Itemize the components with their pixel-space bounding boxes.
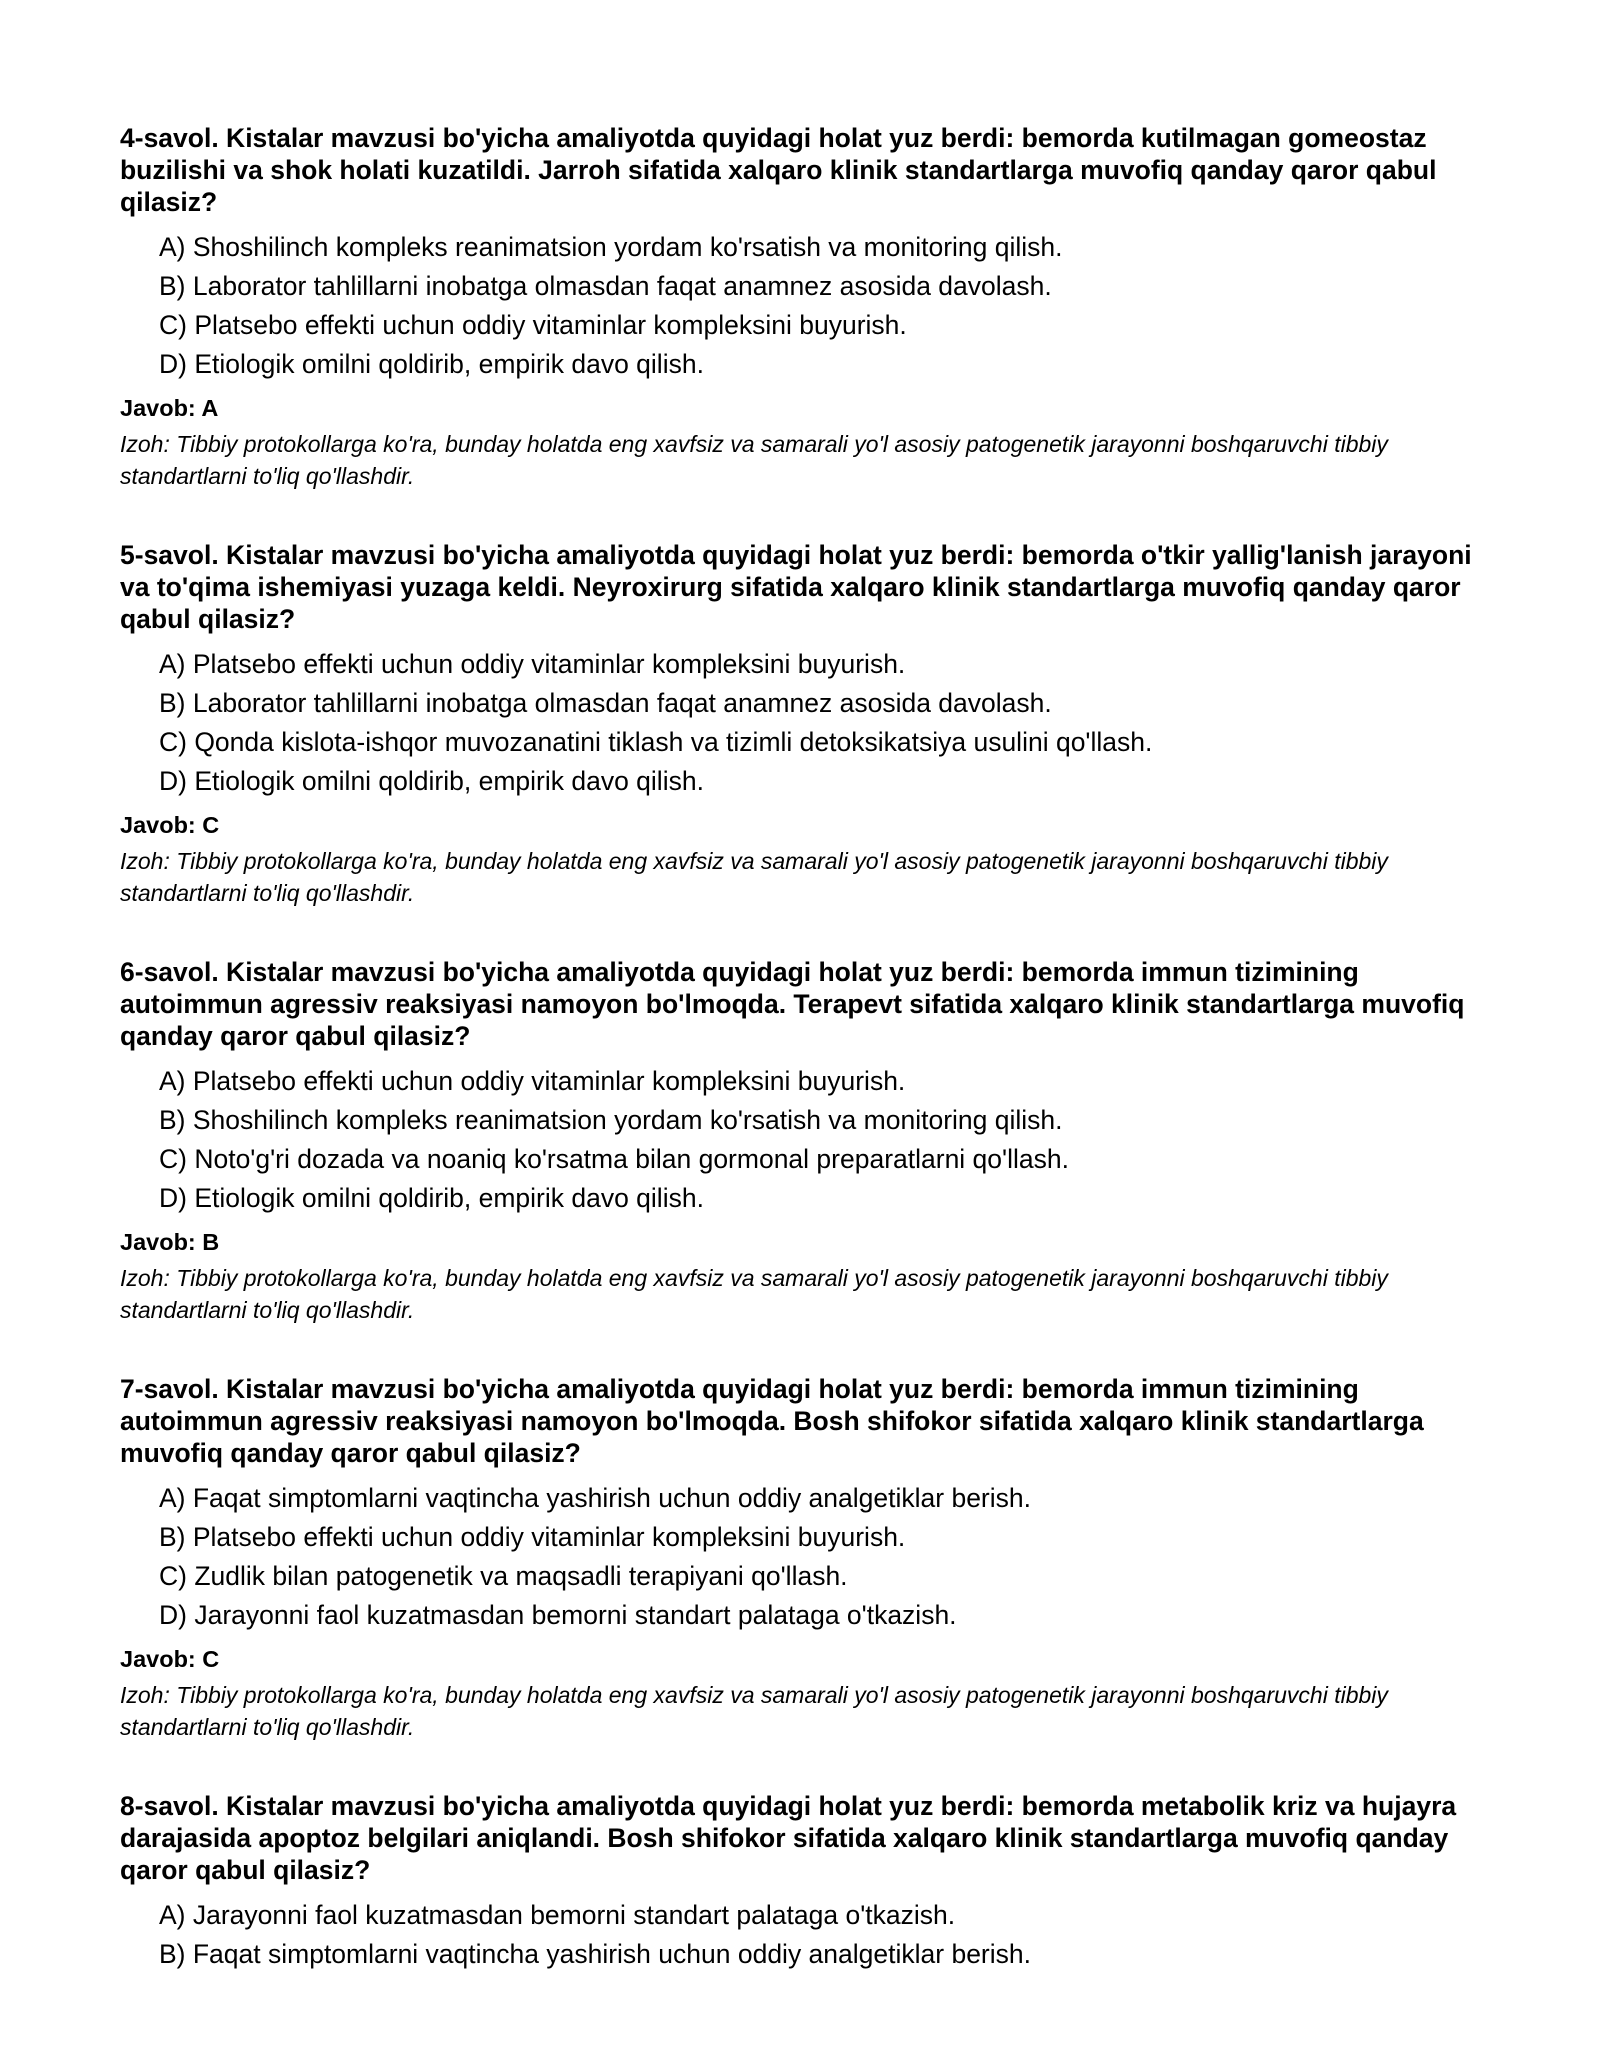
question-title: 6-savol. Kistalar mavzusi bo'yicha amaliyotda quyidagi holat yuz berdi: bemorda immun tizimining autoimmun agressiv reaksiyasi namoyon bo'lmoqda. Terapevt sifatida xalqaro klinik standartlarga muvofiq qanday qaror qabul qilasiz?: [120, 957, 1465, 1051]
question-title: 4-savol. Kistalar mavzusi bo'yicha amaliyotda quyidagi holat yuz berdi: bemorda kutilmagan gomeostaz buzilishi va shok holati kuzatildi. Jarroh sifatida xalqaro klinik standartlarga muvofiq qanday qaror qabul qilasiz?: [120, 123, 1437, 217]
question-5: [120, 539, 1480, 909]
option-c: C) Zudlik bilan patogenetik va maqsadli terapiyani qo'llash.: [159, 1561, 848, 1591]
question-title: 7-savol. Kistalar mavzusi bo'yicha amaliyotda quyidagi holat yuz berdi: bemorda immun tizimining autoimmun agressiv reaksiyasi namoyon bo'lmoqda. Bosh shifokor sifatida xalqaro klinik standartlarga muvofiq qanday qaror qabul qilasiz?: [120, 1374, 1424, 1468]
option-b: B) Laborator tahlillarni inobatga olmasdan faqat anamnez asosida davolash.: [159, 688, 1052, 718]
option-a: A) Platsebo effekti uchun oddiy vitaminlar kompleksini buyurish.: [159, 1066, 906, 1096]
options-list: [120, 1896, 1480, 1974]
question-4: [120, 122, 1480, 492]
option-a: A) Shoshilinch kompleks reanimatsion yordam ko'rsatish va monitoring qilish.: [159, 232, 1063, 262]
options-list: [120, 645, 1480, 801]
option-a: A) Jarayonni faol kuzatmasdan bemorni standart palataga o'tkazish.: [159, 1900, 956, 1930]
question-title: 5-savol. Kistalar mavzusi bo'yicha amaliyotda quyidagi holat yuz berdi: bemorda o'tkir yallig'lanish jarayoni va to'qima ishemiyasi yuzaga keldi. Neyroxirurg sifatida xalqaro klinik standartlarga muvofiq qanday qaror qabul qilasiz?: [120, 540, 1472, 634]
option-a: A) Platsebo effekti uchun oddiy vitaminlar kompleksini buyurish.: [159, 649, 906, 679]
options-list: [120, 1479, 1480, 1635]
options-list: [120, 1062, 1480, 1218]
options-list: [120, 228, 1480, 384]
question-title: 8-savol. Kistalar mavzusi bo'yicha amaliyotda quyidagi holat yuz berdi: bemorda metabolik kriz va hujayra darajasida apoptoz belgilari aniqlandi. Bosh shifokor sifatida xalqaro klinik standartlarga muvofiq qanday qaror qabul qilasiz?: [120, 1791, 1457, 1885]
answer: Javob: C: [120, 812, 220, 838]
option-d: D) Etiologik omilni qoldirib, empirik davo qilish.: [159, 1183, 704, 1213]
answer: Javob: C: [120, 1646, 220, 1672]
option-d: D) Jarayonni faol kuzatmasdan bemorni standart palataga o'tkazish.: [159, 1600, 957, 1630]
question-7: [120, 1373, 1480, 1743]
option-a: A) Faqat simptomlarni vaqtincha yashirish uchun oddiy analgetiklar berish.: [159, 1483, 1031, 1513]
answer: Javob: B: [120, 1229, 220, 1255]
explanation-note: Izoh: Tibbiy protokollarga ko'ra, bunday holatda eng xavfsiz va samarali yo'l asosiy patogenetik jarayonni boshqaruvchi tibbiy standartlarni to'liq qo'llashdir.: [120, 1265, 1388, 1323]
question-8: [120, 1790, 1480, 1974]
answer: Javob: A: [120, 395, 219, 421]
option-b: B) Laborator tahlillarni inobatga olmasdan faqat anamnez asosida davolash.: [159, 271, 1052, 301]
option-c: C) Qonda kislota-ishqor muvozanatini tiklash va tizimli detoksikatsiya usulini qo'llash.: [159, 727, 1153, 757]
explanation-note: Izoh: Tibbiy protokollarga ko'ra, bunday holatda eng xavfsiz va samarali yo'l asosiy patogenetik jarayonni boshqaruvchi tibbiy standartlarni to'liq qo'llashdir.: [120, 1682, 1388, 1740]
explanation-note: Izoh: Tibbiy protokollarga ko'ra, bunday holatda eng xavfsiz va samarali yo'l asosiy patogenetik jarayonni boshqaruvchi tibbiy standartlarni to'liq qo'llashdir.: [120, 431, 1388, 489]
option-b: B) Shoshilinch kompleks reanimatsion yordam ko'rsatish va monitoring qilish.: [159, 1105, 1063, 1135]
option-b: B) Platsebo effekti uchun oddiy vitaminlar kompleksini buyurish.: [159, 1522, 906, 1552]
option-d: D) Etiologik omilni qoldirib, empirik davo qilish.: [159, 349, 704, 379]
option-d: D) Etiologik omilni qoldirib, empirik davo qilish.: [159, 766, 704, 796]
option-c: C) Platsebo effekti uchun oddiy vitaminlar kompleksini buyurish.: [159, 310, 907, 340]
option-b: B) Faqat simptomlarni vaqtincha yashirish uchun oddiy analgetiklar berish.: [159, 1939, 1031, 1969]
option-c: C) Noto'g'ri dozada va noaniq ko'rsatma bilan gormonal preparatlarni qo'llash.: [159, 1144, 1069, 1174]
question-6: [120, 956, 1480, 1326]
explanation-note: Izoh: Tibbiy protokollarga ko'ra, bunday holatda eng xavfsiz va samarali yo'l asosiy patogenetik jarayonni boshqaruvchi tibbiy standartlarni to'liq qo'llashdir.: [120, 848, 1388, 906]
